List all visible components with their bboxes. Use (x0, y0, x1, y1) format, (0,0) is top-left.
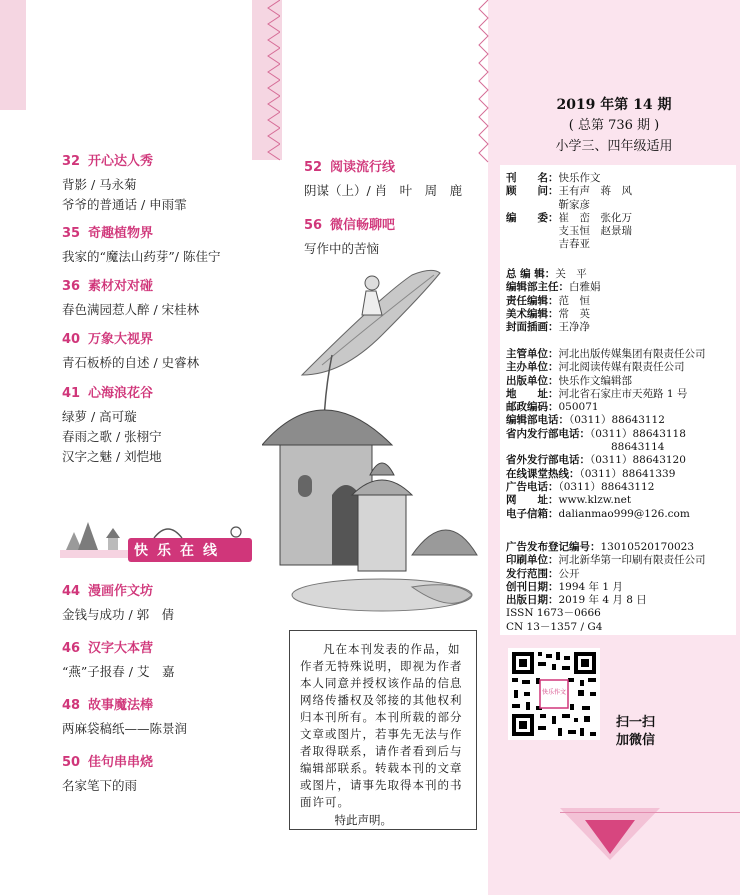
masthead-label: 创刊日期： (506, 580, 559, 593)
toc-column-name: 微信畅聊吧 (330, 218, 396, 233)
masthead-row (506, 268, 601, 281)
toc-section-title (62, 328, 199, 347)
toc-column-name: 开心达人秀 (88, 154, 154, 169)
toc-section-title (62, 580, 174, 599)
toc-page-number: 52 (304, 160, 323, 175)
masthead-row (506, 414, 706, 427)
masthead-row (506, 568, 706, 581)
toc-section[interactable] (304, 214, 395, 259)
masthead-value: 靳家彦 (506, 198, 590, 211)
toc-page-number: 32 (62, 154, 81, 169)
masthead-value: 2019 年 4 月 8 日 (558, 594, 647, 607)
toc-section[interactable] (62, 637, 174, 682)
toc-column-name: 漫画作文坊 (88, 584, 154, 599)
masthead-value: （0311）88643120 (590, 454, 686, 467)
qr-center-label: 快乐作文 (542, 689, 567, 696)
masthead-label: 印刷单位： (506, 554, 559, 567)
toc-article-title[interactable]: 爷爷的普通话 / 申雨霏 (62, 197, 187, 212)
masthead-label: 在线课堂热线： (506, 467, 580, 480)
masthead-row (506, 581, 706, 594)
toc-article-title[interactable]: “燕”子报春 / 艾 嘉 (62, 664, 175, 679)
masthead-value: 吉春亚 (506, 238, 590, 251)
masthead-label: 主办单位： (506, 361, 559, 374)
masthead-row (506, 321, 601, 334)
masthead-label: 美术编辑： (506, 307, 559, 320)
masthead-label: 网 址： (506, 494, 559, 507)
masthead-value: （0311）88643118 (590, 427, 686, 440)
masthead-value: 公开 (558, 567, 580, 580)
masthead-value: 88643114 (506, 441, 665, 454)
toc-column-name: 佳句串串烧 (88, 755, 154, 770)
masthead-value: （0311）88643112 (569, 414, 665, 427)
toc-article-title[interactable]: 名家笔下的雨 (62, 778, 138, 793)
masthead-value: （0311）88641339 (579, 467, 676, 480)
masthead-label: 发行范围： (506, 567, 559, 580)
toc-section-title (62, 382, 162, 401)
masthead-label: 省内发行部电话： (506, 427, 590, 440)
toc-section-title (62, 637, 174, 656)
toc-article-title[interactable]: 金钱与成功 / 郭 倩 (62, 607, 175, 622)
toc-section-title (62, 694, 187, 713)
toc-article-title[interactable]: 汉字之魅 / 刘恺地 (62, 449, 162, 464)
masthead-label: 省外发行部电话： (506, 454, 590, 467)
qr-scan-label: 扫一扫 加微信 (616, 715, 656, 748)
toc-article-title[interactable]: 阴谋（上）/ 肖 叶 周 鹿 (304, 183, 463, 198)
masthead-label: 出版单位： (506, 374, 559, 387)
issue-number: 2019 年第 14 期 (556, 97, 672, 113)
toc-page-number: 35 (62, 226, 81, 241)
toc-article-title[interactable]: 写作中的苦恼 (304, 241, 380, 256)
masthead-row (506, 594, 706, 607)
masthead-label: 编 委： (506, 211, 559, 224)
toc-section-title (304, 214, 395, 233)
toc-page-number: 46 (62, 641, 81, 656)
masthead-label: 广告电话： (506, 480, 559, 493)
masthead-value: 关 平 (555, 268, 587, 280)
toc-page-number: 44 (62, 584, 81, 599)
masthead-value: 河北出版传媒集团有限责任公司 (558, 348, 706, 360)
toc-section[interactable] (62, 751, 153, 796)
toc-section[interactable] (62, 580, 174, 625)
notice-text: 凡在本刊发表的作品，如作者无特殊说明，即视为作者本人同意并授权该作品的信息网络传播权及邻接的其他权利归本刊所有。本刊所载的部分文章或图片，若事先无法与作者取得联系，请作者看到后与编辑部联系。转载本刊的文章或图片，请事先取得本刊的书面许可。 (300, 642, 463, 809)
masthead-label: 邮政编码： (506, 401, 559, 414)
masthead-row (506, 541, 706, 554)
masthead-group-publication (506, 541, 706, 634)
mushroom-house-illustration (262, 255, 487, 625)
masthead-row (506, 199, 632, 212)
masthead-group-publisher (506, 348, 706, 521)
masthead-row (506, 428, 706, 441)
toc-page-number: 41 (62, 386, 81, 401)
toc-section-title (304, 156, 462, 175)
masthead-row (506, 281, 601, 294)
masthead-row (506, 554, 706, 567)
bottom-pink-line (560, 812, 740, 813)
toc-article-title[interactable]: 两麻袋稿纸——陈景润 (62, 721, 188, 736)
masthead-value: 崔 峦 张化万 (558, 211, 632, 224)
masthead-row (506, 295, 601, 308)
masthead-row (506, 185, 632, 198)
masthead-value: 常 英 (558, 307, 590, 320)
toc-column-name: 心海浪花谷 (88, 386, 154, 401)
toc-article-title[interactable]: 绿萝 / 高可璇 (62, 409, 137, 424)
toc-page-number: 36 (62, 279, 81, 294)
masthead-row (506, 238, 632, 251)
masthead-value: ISSN 1673－0666 (506, 607, 601, 620)
toc-article-title[interactable]: 我家的“魔法山药芽”/ 陈佳宁 (62, 249, 221, 264)
toc-column-name: 万象大视界 (88, 332, 154, 347)
masthead-value: 13010520170023 (600, 541, 695, 553)
toc-page-number: 48 (62, 698, 81, 713)
masthead-value: www.klzw.net (558, 494, 632, 507)
masthead-label: 总 编 辑： (506, 268, 556, 280)
toc-column-name: 汉字大本营 (88, 641, 154, 656)
masthead-row (506, 348, 706, 361)
toc-article-title[interactable]: 春色满园惹人醉 / 宋桂林 (62, 302, 200, 317)
toc-section[interactable] (62, 222, 220, 267)
masthead-row (506, 508, 706, 521)
toc-page-number: 50 (62, 755, 81, 770)
masthead-row (506, 441, 706, 454)
toc-section[interactable] (62, 328, 199, 373)
masthead-row (506, 308, 601, 321)
masthead-row (506, 212, 632, 225)
issue-total: ( 总第 736 期 ) (568, 118, 660, 133)
toc-section-title (62, 222, 220, 241)
toc-column-name: 故事魔法棒 (88, 698, 154, 713)
masthead-value: 河北新华第一印刷有限责任公司 (558, 554, 706, 567)
masthead-label: 编辑部电话： (506, 414, 569, 427)
masthead-label: 刊 名： (506, 172, 559, 184)
masthead-label: 主管单位： (506, 348, 559, 360)
toc-article-title[interactable]: 青石板桥的自述 / 史睿林 (62, 355, 200, 370)
masthead-value: 白雅娟 (569, 281, 601, 294)
toc-section[interactable] (62, 382, 162, 467)
masthead-value: 快乐作文编辑部 (558, 374, 632, 387)
masthead-value: 河北阅读传媒有限责任公司 (558, 361, 685, 374)
masthead-label: 顾 问： (506, 185, 559, 198)
toc-column-name: 素材对对碰 (88, 279, 154, 294)
masthead-row (506, 375, 706, 388)
masthead-row (506, 481, 706, 494)
toc-page-number: 56 (304, 218, 323, 233)
masthead-group-staff (506, 268, 601, 334)
masthead-label: 广告发布登记编号： (506, 541, 601, 553)
masthead-value: 050071 (558, 401, 599, 414)
masthead-row (506, 621, 706, 634)
masthead-group-editors (506, 172, 632, 252)
masthead-row (506, 468, 706, 481)
masthead-value: 王净净 (558, 321, 590, 334)
masthead-label: 责任编辑： (506, 294, 559, 307)
masthead-value: CN 13－1357 / G4 (506, 620, 603, 633)
masthead-label: 地 址： (506, 387, 559, 400)
toc-article-title[interactable]: 春雨之歌 / 张栩宁 (62, 429, 162, 444)
left-pink-band (0, 0, 26, 110)
masthead-label: 出版日期： (506, 594, 559, 607)
masthead-row (506, 454, 706, 467)
toc-section-title (62, 275, 199, 294)
toc-section[interactable] (304, 156, 462, 201)
masthead-value: dalianmao999@126.com (558, 507, 690, 520)
masthead-row (506, 401, 706, 414)
copyright-notice (289, 630, 477, 830)
masthead-value: 范 恒 (558, 294, 590, 307)
toc-column-name: 奇趣植物界 (88, 226, 154, 241)
masthead-label: 编辑部主任： (506, 281, 569, 294)
masthead-label: 电子信箱： (506, 507, 559, 520)
toc-page-number: 40 (62, 332, 81, 347)
masthead-value: 1994 年 1 月 (558, 580, 623, 593)
masthead-value: 支玉恒 赵景瑞 (506, 225, 632, 238)
masthead-value: （0311）88643112 (558, 480, 655, 493)
masthead-row (506, 225, 632, 238)
wechat-qr-code[interactable] (508, 648, 600, 740)
toc-section-title (62, 751, 153, 770)
down-arrow-icon (560, 808, 660, 868)
masthead-row (506, 494, 706, 507)
toc-column-name: 阅读流行线 (330, 160, 396, 175)
masthead-value: 河北省石家庄市天苑路 1 号 (558, 387, 688, 400)
masthead-value: 快乐作文 (558, 172, 601, 184)
online-section-banner (60, 518, 260, 562)
toc-section[interactable] (62, 694, 187, 739)
toc-section-title (62, 150, 187, 169)
masthead-label: 封面插画： (506, 321, 559, 334)
masthead-value: 王有声 蒋 风 (558, 185, 632, 198)
masthead-row (506, 172, 632, 185)
toc-article-title[interactable]: 背影 / 马永菊 (62, 177, 137, 192)
toc-section[interactable] (62, 150, 187, 215)
toc-section[interactable] (62, 275, 199, 320)
notice-signature: 特此声明。 (334, 813, 392, 827)
online-banner-title: 快乐在线 (134, 543, 226, 559)
grade-level: 小学三、四年级适用 (555, 139, 673, 154)
masthead-row (506, 361, 706, 374)
masthead-row (506, 607, 706, 620)
masthead-row (506, 388, 706, 401)
